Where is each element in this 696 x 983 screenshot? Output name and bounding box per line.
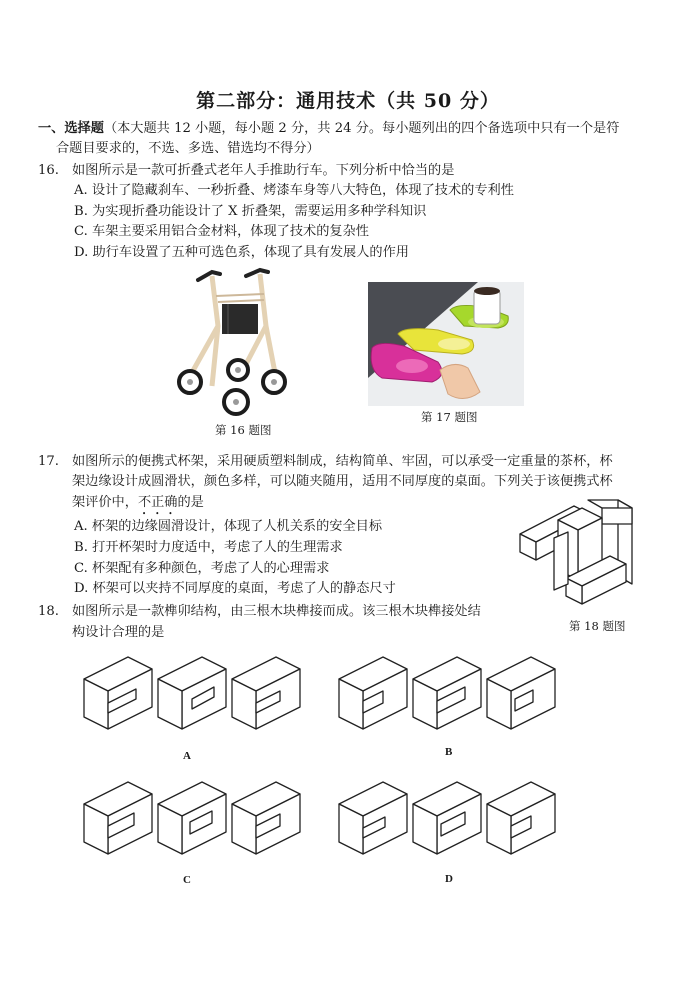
q18-stem-line2: 构设计合理的是 — [72, 625, 165, 640]
tenon-structure-image — [518, 494, 642, 618]
q17-option-b: B. 打开杯架时力度适中，考虑了人的生理需求 — [74, 540, 343, 555]
section-label: 一、选择题 — [38, 121, 104, 136]
q17-number: 17. — [38, 454, 59, 469]
q17-option-d: D. 杯架可以夹持不同厚度的桌面，考虑了人的静态尺寸 — [74, 581, 396, 596]
q16-option-c: C. 车架主要采用铝合金材料，体现了技术的复杂性 — [74, 224, 369, 239]
block-1 — [84, 657, 152, 729]
q16-option-a: A. 设计了隐藏刹车、一秒折叠、烤漆车身等八大特色，体现了技术的专利性 — [74, 183, 514, 198]
section-note-line2: 合题目要求的，不选、多选、错选均不得分） — [56, 141, 320, 156]
block-2 — [158, 782, 226, 854]
block-3 — [232, 782, 300, 854]
q16-figure-caption: 第 16 题图 — [215, 423, 272, 437]
q17-emphasis: 不正确 — [137, 495, 178, 510]
block-1 — [339, 657, 407, 729]
q17-option-c: C. 杯架配有多种颜色，考虑了人的心理需求 — [74, 561, 330, 576]
option-b-label: B — [445, 746, 453, 758]
q18-stem-line1: 如图所示是一款榫卯结构，由三根木块榫接而成。该三根木块榫接处结 — [72, 604, 481, 619]
q18-figure-caption: 第 18 题图 — [569, 619, 626, 633]
option-d-figure — [337, 770, 559, 860]
block-2 — [158, 657, 226, 729]
block-1 — [84, 782, 152, 854]
q17-figure-caption: 第 17 题图 — [421, 410, 478, 424]
page-title: 第二部分：通用技术（共 50 分） — [196, 90, 500, 112]
option-d-label: D — [445, 873, 453, 885]
q17-stem-line3-pre: 架评价中， — [72, 495, 138, 510]
q16-number: 16. — [38, 163, 59, 178]
q16-option-d: D. 助行车设置了五种可选色系，体现了具有发展人的作用 — [74, 245, 409, 260]
q17-stem-line2: 架边缘设计成圆滑状，颜色多样，可以随夹随用，适用不同厚度的桌面。下列关于该便携式杯 — [72, 474, 613, 489]
walker-image — [168, 266, 298, 424]
option-c-label: C — [183, 874, 191, 886]
block-1 — [339, 782, 407, 854]
option-a-figure — [82, 645, 304, 735]
q16-option-b: B. 为实现折叠功能设计了 X 折叠架，需要运用多种学科知识 — [74, 204, 427, 219]
block-3 — [487, 782, 555, 854]
q17-stem-line3 — [72, 494, 204, 518]
block-3 — [232, 657, 300, 729]
option-a-label: A — [183, 750, 191, 762]
q18-number: 18. — [38, 604, 59, 619]
section-header — [38, 120, 619, 138]
q17-stem-line1: 如图所示的便携式杯架，采用硬质塑料制成，结构简单、牢固，可以承受一定重量的茶杯，杯 — [72, 454, 613, 469]
section-note-line1: （本大题共 12 小题，每小题 2 分，共 24 分。每小题列出的四个备选项中只有一个是符 — [103, 121, 620, 136]
q16-stem: 如图所示是一款可折叠式老年人手推助行车。下列分析中恰当的是 — [72, 163, 455, 178]
q17-option-a: A. 杯架的边缘圆滑设计，体现了人机关系的安全目标 — [74, 519, 383, 534]
block-3 — [487, 657, 555, 729]
block-2 — [413, 782, 481, 854]
q17-stem-line3-post: 的是 — [177, 495, 204, 510]
option-b-figure — [337, 645, 559, 735]
cup-holder-image — [368, 282, 524, 406]
option-c-figure — [82, 770, 304, 860]
block-2 — [413, 657, 481, 729]
